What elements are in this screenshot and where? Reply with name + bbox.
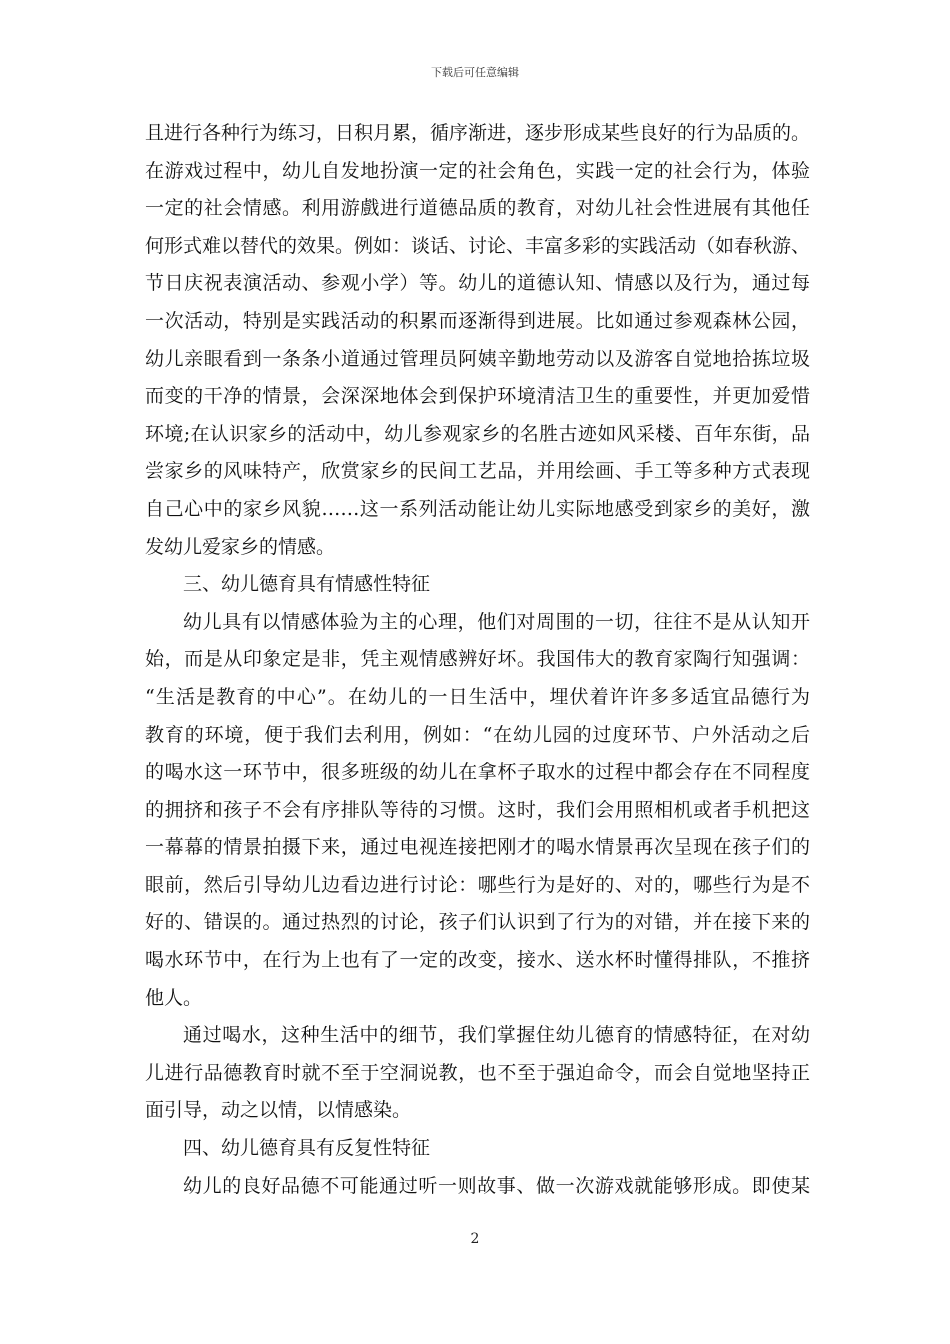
text-line: 节日庆祝表演活动、参观小学）等。幼儿的道德认知、情感以及行为，通过每 [145,272,810,295]
text-line: 始，而是从印象定是非，凭主观情感辨好坏。我国伟大的教育家陶行知强调： [145,648,810,671]
text-line: 且进行各种行为练习，日积月累，循序渐进，逐步形成某些良好的行为品质的。 [145,122,811,144]
text-line: 一次活动，特别是实践活动的积累而逐渐得到进展。比如通过参观森林公园， [145,309,810,332]
text-line: 的喝水这一环节中，很多班级的幼儿在拿杯子取水的过程中都会存在不同程度 [145,761,810,784]
text-line: 发幼儿爱家乡的情感。 [145,535,336,558]
document-body [145,115,810,1205]
text-line: 自己心中的家乡风貌……这一系列活动能让幼儿实际地感受到家乡的美好，激 [145,497,810,520]
text-line: 好的、错误的。通过热烈的讨论，孩子们认识到了行为的对错，并在接下来的 [145,911,810,934]
text-line: “生活是教育的中心”。在幼儿的一日生活中，埋伏着许许多多适宜品德行为 [145,685,810,708]
text-line: 尝家乡的风味特产，欣赏家乡的民间工艺品，并用绘画、手工等多种方式表现 [145,460,810,483]
text-line: 的拥挤和孩子不会有序排队等待的习惯。这时，我们会用照相机或者手机把这 [145,798,810,821]
text-line: 而变的干净的情景，会深深地体会到保护环境清洁卫生的重要性，并更加爱惜 [145,385,810,408]
text-line: 他人。 [145,986,203,1009]
page-number: 2 [470,1231,480,1247]
text-line: 四、幼儿德育具有反复性特征 [183,1137,431,1160]
text-line: 一定的社会情感。利用游戲进行道德品质的教育，对幼儿社会性进展有其他任 [145,197,810,220]
text-line: 环境;在认识家乡的活动中，幼儿参观家乡的名胜古迹如风采楼、百年东街，品 [145,422,810,445]
text-line: 幼儿亲眼看到一条条小道通过管理员阿姨辛勤地劳动以及游客自觉地拾拣垃圾 [145,347,810,370]
text-line: 通过喝水，这种生活中的细节，我们掌握住幼儿德育的情感特征，在对幼 [183,1024,810,1047]
text-line: 幼儿具有以情感体验为主的心理，他们对周围的一切，往往不是从认知开 [183,610,810,633]
text-line: 在游戏过程中，幼儿自发地扮演一定的社会角色，实践一定的社会行为，体验 [145,159,810,182]
text-line: 喝水环节中，在行为上也有了一定的改变，接水、送水杯时懂得排队，不推挤 [145,949,810,972]
text-line: 三、幼儿德育具有情感性特征 [183,573,431,596]
text-line: 眼前，然后引导幼儿边看边进行讨论：哪些行为是好的、对的，哪些行为是不 [145,873,810,896]
text-line: 儿进行品德教育时就不至于空洞说教，也不至于强迫命令，而会自觉地坚持正 [145,1061,810,1084]
text-line: 面引导，动之以情，以情感染。 [145,1099,412,1122]
text-line: 幼儿的良好品德不可能通过听一则故事、做一次游戏就能够形成。即使某 [183,1174,810,1197]
page-header: 下载后可任意编辑 [431,66,519,79]
text-line: 一幕幕的情景拍摄下来，通过电视连接把刚才的喝水情景再次呈现在孩子们的 [145,836,810,859]
text-line: 何形式难以替代的效果。例如：谈话、讨论、丰富多彩的实践活动（如春秋游、 [145,234,811,257]
text-line: 教育的环境，便于我们去利用，例如：“在幼儿园的过度环节、户外活动之后 [145,723,810,746]
